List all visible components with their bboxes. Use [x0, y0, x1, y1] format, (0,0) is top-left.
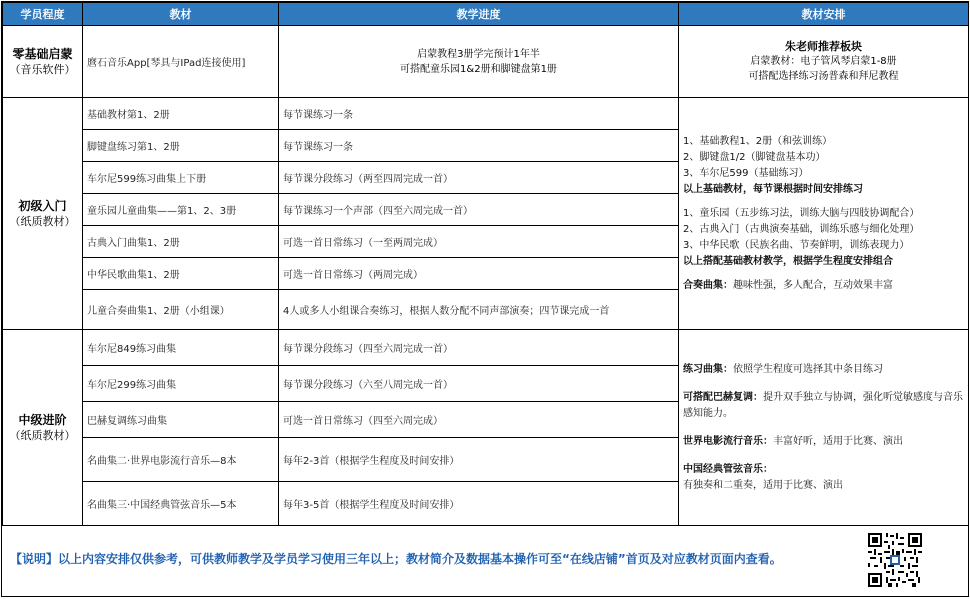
intermediate-plan-etudes: [683, 362, 964, 378]
header-progress: 教学进度: [279, 3, 679, 26]
intermediate-plan-film: [683, 434, 964, 450]
header-material: 教材: [83, 3, 279, 26]
zero-progress-line-2: 可搭配童乐园1&2册和脚键盘第1册: [400, 63, 557, 75]
zero-plan-line-2: 可搭配选择练习汤普森和拜尼教程: [748, 71, 899, 82]
beginner-material: 古典入门曲集1、2册: [83, 226, 279, 258]
beginner-material: 车尔尼599练习曲集上下册: [83, 162, 279, 194]
zero-progress-line-1: 启蒙教程3册学完预计1年半: [417, 48, 540, 60]
beginner-row: [3, 98, 969, 130]
intermediate-plan-film-label: 世界电影流行音乐：: [683, 435, 773, 447]
intermediate-progress: 可选一首日常练习（四至六周完成）: [279, 402, 679, 438]
beginner-plan-a-line: 2、脚键盘1/2（脚键盘基本功）: [683, 151, 826, 163]
beginner-progress: 每节课练习一条: [279, 98, 679, 130]
level-zero-sub: （音乐软件）: [9, 62, 76, 76]
beginner-plan-a-line: 1、基础教程1、2册（和弦训练）: [683, 135, 833, 147]
zero-progress: [279, 26, 679, 98]
level-beginner: [3, 98, 83, 330]
intermediate-material: 车尔尼849练习曲集: [83, 330, 279, 366]
intermediate-plan-bach-text: 提升双手独立与协调，强化听觉敏感度与音乐感知能力。: [683, 391, 963, 419]
intermediate-material: 名曲集二·世界电影流行音乐—8本: [83, 438, 279, 482]
note-text: 【说明】以上内容安排仅供参考，可供教师教学及学员学习使用三年以上；教材简介及数据基本操作可至“在线店铺”首页及对应教材页面内查看。: [10, 552, 782, 566]
intermediate-plan: [679, 330, 969, 526]
intermediate-plan-bach-label: 可搭配巴赫复调：: [683, 391, 763, 403]
level-intermediate-title: 中级进阶: [18, 412, 67, 427]
intermediate-plan-film-text: 丰富好听，适用于比赛、演出: [773, 435, 903, 447]
beginner-plan-ensemble: [683, 278, 964, 294]
beginner-material: 童乐园儿童曲集——第1、2、3册: [83, 194, 279, 226]
intermediate-progress: 每节课分段练习（六至八周完成一首）: [279, 366, 679, 402]
intermediate-progress: 每年3-5首（根据学生程度及时间安排）: [279, 482, 679, 526]
beginner-progress: 4人或多人小组课合奏练习，根据人数分配不同声部演奏；四节课完成一首: [279, 290, 679, 330]
level-intermediate-sub: （纸质教材）: [9, 428, 76, 442]
beginner-progress: 每节课练习一条: [279, 130, 679, 162]
beginner-plan-a-summary: 以上基础教材，每节课根据时间安排练习: [683, 183, 863, 195]
level-zero-title: 零基础启蒙: [12, 46, 73, 61]
level-beginner-sub: （纸质教材）: [9, 214, 76, 228]
zero-material: 麿石音乐App[琴具与IPad连接使用]: [83, 26, 279, 98]
header-row: [3, 3, 969, 26]
beginner-progress: 每节课练习一个声部（四至六周完成一首）: [279, 194, 679, 226]
beginner-progress: 可选一首日常练习（一至两周完成）: [279, 226, 679, 258]
header-level: 学员程度: [3, 3, 83, 26]
level-intermediate: [3, 330, 83, 526]
beginner-plan-b-line: 1、童乐园（五步练习法，训练大脑与四肢协调配合）: [683, 207, 920, 219]
intermediate-plan-etudes-label: 练习曲集：: [683, 363, 733, 375]
intermediate-material: 名曲集三·中国经典管弦音乐—5本: [83, 482, 279, 526]
curriculum-sheet: [1, 1, 969, 597]
note-row: [2, 538, 968, 596]
beginner-material: 儿童合奏曲集1、2册（小组课）: [83, 290, 279, 330]
intermediate-plan-bach: [683, 390, 964, 422]
level-zero: [3, 26, 83, 98]
beginner-progress: 可选一首日常练习（两周完成）: [279, 258, 679, 290]
beginner-plan-b-line: 3、中华民歌（民族名曲、节奏鲜明，训练表现力）: [683, 239, 910, 251]
zero-row: [3, 26, 969, 98]
qr-code-graphic: [868, 533, 922, 587]
intermediate-plan-etudes-text: 依照学生程度可选择其中条目练习: [733, 363, 883, 375]
beginner-plan-b-summary: 以上搭配基础教材教学，根据学生程度安排组合: [683, 255, 893, 267]
beginner-material: 基础教材第1、2册: [83, 98, 279, 130]
intermediate-material: 巴赫复调练习曲集: [83, 402, 279, 438]
intermediate-plan-orchestral-label: 中国经典管弦音乐：: [683, 463, 773, 475]
level-beginner-title: 初级入门: [18, 198, 67, 213]
zero-plan-title: 朱老师推荐板块: [785, 40, 862, 53]
beginner-plan-a-line: 3、车尔尼599（基础练习）: [683, 167, 809, 179]
beginner-plan: [679, 98, 969, 330]
intermediate-progress: 每节课分段练习（四至六周完成一首）: [279, 330, 679, 366]
qr-code-icon[interactable]: [868, 533, 922, 587]
beginner-plan-ensemble-text: 趣味性强，多人配合，互动效果丰富: [733, 279, 893, 291]
beginner-progress: 每节课分段练习（两至四周完成一首）: [279, 162, 679, 194]
header-plan: 教材安排: [679, 3, 969, 26]
beginner-material: 脚键盘练习第1、2册: [83, 130, 279, 162]
intermediate-material: 车尔尼299练习曲集: [83, 366, 279, 402]
zero-plan-line-1: 启蒙教材：电子管风琴启蒙1-8册: [750, 56, 897, 67]
zero-plan: [679, 26, 969, 98]
intermediate-progress: 每年2-3首（根据学生程度及时间安排）: [279, 438, 679, 482]
intermediate-plan-orchestral-text: 有独奏和二重奏，适用于比赛、演出: [683, 479, 843, 491]
beginner-plan-ensemble-label: 合奏曲集：: [683, 279, 733, 291]
beginner-material: 中华民歌曲集1、2册: [83, 258, 279, 290]
intermediate-row: [3, 330, 969, 366]
beginner-plan-b-line: 2、古典入门（古典演奏基础，训练乐感与细化处理）: [683, 223, 920, 235]
curriculum-table: [2, 2, 969, 526]
